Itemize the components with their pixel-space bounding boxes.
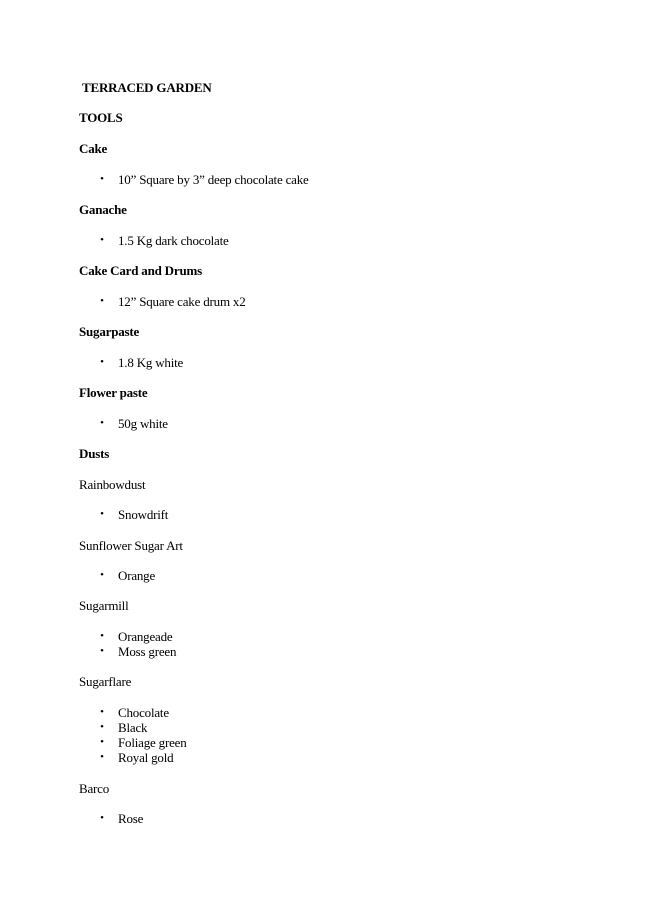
section-heading-ganache: Ganache (79, 202, 127, 217)
list-item: 12” Square cake drum x2 (118, 294, 246, 309)
bullet-icon: • (100, 751, 104, 763)
list-item: Orangeade (118, 629, 173, 644)
brand-name: Sugarflare (79, 674, 132, 689)
brand-name: Sunflower Sugar Art (79, 538, 183, 553)
bullet-icon: • (100, 295, 104, 307)
list-item: Orange (118, 568, 156, 583)
section-heading-tools: TOOLS (79, 110, 123, 125)
list-item: 1.8 Kg white (118, 355, 184, 370)
list-item: Royal gold (118, 750, 174, 765)
bullet-icon: • (100, 706, 104, 718)
list-item: Black (118, 720, 148, 735)
section-heading-sugarpaste: Sugarpaste (79, 324, 140, 339)
brand-name: Rainbowdust (79, 477, 146, 492)
list-item: Rose (118, 811, 144, 826)
document-title: TERRACED GARDEN (82, 80, 212, 95)
bullet-icon: • (100, 812, 104, 824)
bullet-icon: • (100, 508, 104, 520)
bullet-icon: • (100, 173, 104, 185)
bullet-icon: • (100, 569, 104, 581)
list-item: Moss green (118, 644, 177, 659)
brand-name: Sugarmill (79, 598, 129, 613)
list-item: 50g white (118, 416, 168, 431)
list-item: 10” Square by 3” deep chocolate cake (118, 172, 309, 187)
section-heading-cake: Cake (79, 141, 108, 156)
brand-name: Barco (79, 781, 110, 796)
section-heading-flower-paste: Flower paste (79, 385, 148, 400)
bullet-icon: • (100, 234, 104, 246)
list-item: 1.5 Kg dark chocolate (118, 233, 229, 248)
bullet-icon: • (100, 356, 104, 368)
bullet-icon: • (100, 417, 104, 429)
list-item: Snowdrift (118, 507, 169, 522)
section-heading-dusts: Dusts (79, 446, 110, 461)
bullet-icon: • (100, 630, 104, 642)
section-heading-drums: Cake Card and Drums (79, 263, 202, 278)
bullet-icon: • (100, 645, 104, 657)
list-item: Chocolate (118, 705, 169, 720)
bullet-icon: • (100, 736, 104, 748)
list-item: Foliage green (118, 735, 187, 750)
bullet-icon: • (100, 721, 104, 733)
